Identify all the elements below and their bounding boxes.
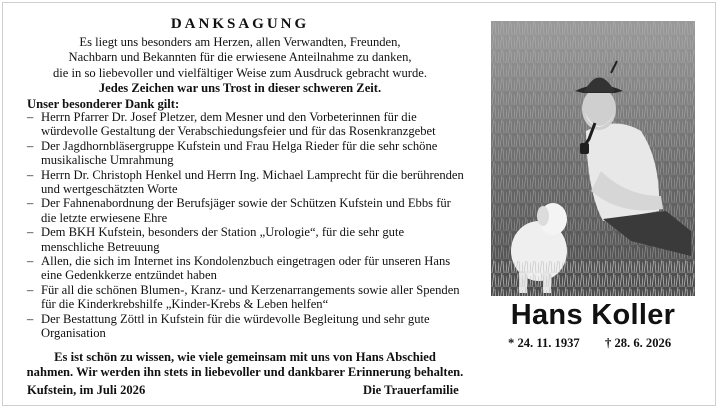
thanks-list [27,110,467,341]
list-item: – Der Bestattung Zöttl in Kufstein für die würdevolle Begleitung und sehr gute Organisation [27,312,467,341]
death-date: † 28. 6. 2026 [605,336,672,350]
intro-line: die in so liebevoller und vielfältiger Weise zum Ausdruck gebracht wurde. [52,65,427,80]
intro-paragraph [25,35,455,96]
place-date: Kufstein, im Juli 2026 [27,383,146,397]
list-item: – Herrn Pfarrer Dr. Josef Pletzer, dem Mesner und den Vorbeterinnen für die würdevolle Gestaltung der Verabschiedungsfeier und für das Rosenkranzgebet [27,110,467,139]
thanks-heading: Unser besonderer Dank gilt: [27,97,180,111]
list-item: – Dem BKH Kufstein, besonders der Station „Urologie“, für die sehr gute menschliche Betreuung [27,225,467,254]
list-item: – Der Fahnenabordnung der Berufsjäger sowie der Schützen Kufstein und Ebbs für die letzte erwiesene Ehre [27,196,467,225]
list-item: – Für all die schönen Blumen-, Kranz- und Kerzenarrangements sowie aller Spenden für die Kinderkrebshilfe „Kinder-Krebs & Leben helfen“ [27,283,467,312]
list-item: – Der Jagdhornbläsergruppe Kufstein und Frau Helga Rieder für die sehr schöne musikalische Umrahmung [27,139,467,168]
list-item: – Allen, die sich im Internet ins Kondolenzbuch eingetragen oder für unseren Hans eine Gedenkkerze entzündet haben [27,254,467,283]
closing-line: nahmen. Wir werden ihn stets in liebevoller und dankbarer Erinnerung behalten. [26,365,464,379]
memorial-photo-icon [491,21,695,296]
signature: Die Trauerfamilie [363,383,459,397]
intro-line: Nachbarn und Bekannten für die erwiesene Anteilnahme zu danken, [68,50,412,65]
deceased-name: Hans Koller [510,299,676,331]
intro-line: Es liegt uns besonders am Herzen, allen Verwandten, Freunden, [79,35,401,49]
closing-paragraph [25,350,465,380]
closing-line: Es ist schön zu wissen, wie viele gemeinsam mit uns von Hans Abschied [54,350,436,364]
memorial-photo [491,21,695,296]
intro-emphasis: Jedes Zeichen war uns Trost in dieser schweren Zeit. [98,80,382,95]
page-title: DANKSAGUNG [170,16,310,32]
birth-date: * 24. 11. 1937 [508,336,580,350]
list-item: – Herrn Dr. Christoph Henkel und Herrn Ing. Michael Lamprecht für die berührenden und wertgeschätzten Worte [27,168,467,197]
obituary-card [2,2,716,406]
